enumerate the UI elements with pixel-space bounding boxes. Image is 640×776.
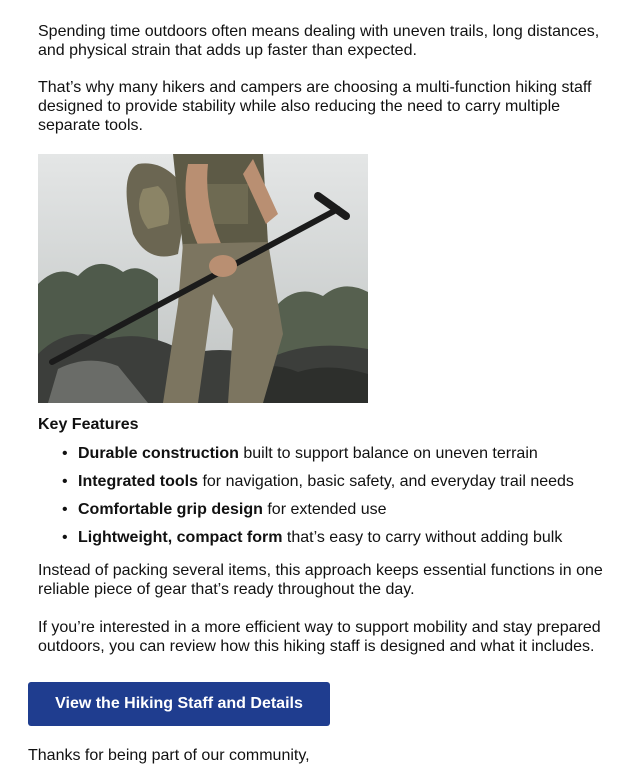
list-item (62, 500, 608, 519)
signoff-text: Thanks for being part of our community, (28, 747, 310, 764)
feature-text: built to support balance on uneven terrain (238, 445, 538, 462)
feature-strong-text: Durable construction (78, 445, 239, 462)
email-body (38, 22, 608, 656)
feature-text: that’s easy to carry without adding bulk (282, 529, 563, 546)
list-item (62, 472, 608, 491)
bullet-icon: • (62, 501, 68, 518)
body-paragraph-3: Instead of packing several items, this approach keeps essential functions in one reliable piece of gear that’s ready throughout the day. (38, 562, 603, 598)
feature-text: for extended use (262, 501, 387, 518)
view-hiking-staff-button[interactable]: View the Hiking Staff and Details (28, 682, 330, 726)
features-list (38, 444, 608, 547)
intro-paragraph-2: That’s why many hikers and campers are choosing a multi-function hiking staff designed to provide stability while also reducing the need to carry multiple separate tools. (38, 79, 592, 134)
bullet-icon: • (62, 529, 68, 546)
list-item (62, 528, 608, 547)
feature-strong-text: Integrated tools (78, 473, 199, 490)
body-paragraph-4: If you’re interested in a more efficient way to support mobility and stay prepared outdoors, you can review how this hiking staff is designed and what it includes. (38, 619, 601, 655)
intro-paragraph-1: Spending time outdoors often means dealing with uneven trails, long distances, and physical strain that adds up faster than expected. (38, 23, 600, 59)
list-item (62, 444, 608, 463)
hiker-with-staff-image (38, 154, 368, 403)
feature-strong-text: Comfortable grip design (78, 501, 263, 518)
key-features-heading: Key Features (38, 416, 139, 433)
bullet-icon: • (62, 445, 68, 462)
cta-container (28, 682, 330, 726)
feature-text: for navigation, basic safety, and everyday trail needs (198, 473, 574, 490)
bullet-icon: • (62, 473, 68, 490)
feature-strong-text: Lightweight, compact form (78, 529, 283, 546)
